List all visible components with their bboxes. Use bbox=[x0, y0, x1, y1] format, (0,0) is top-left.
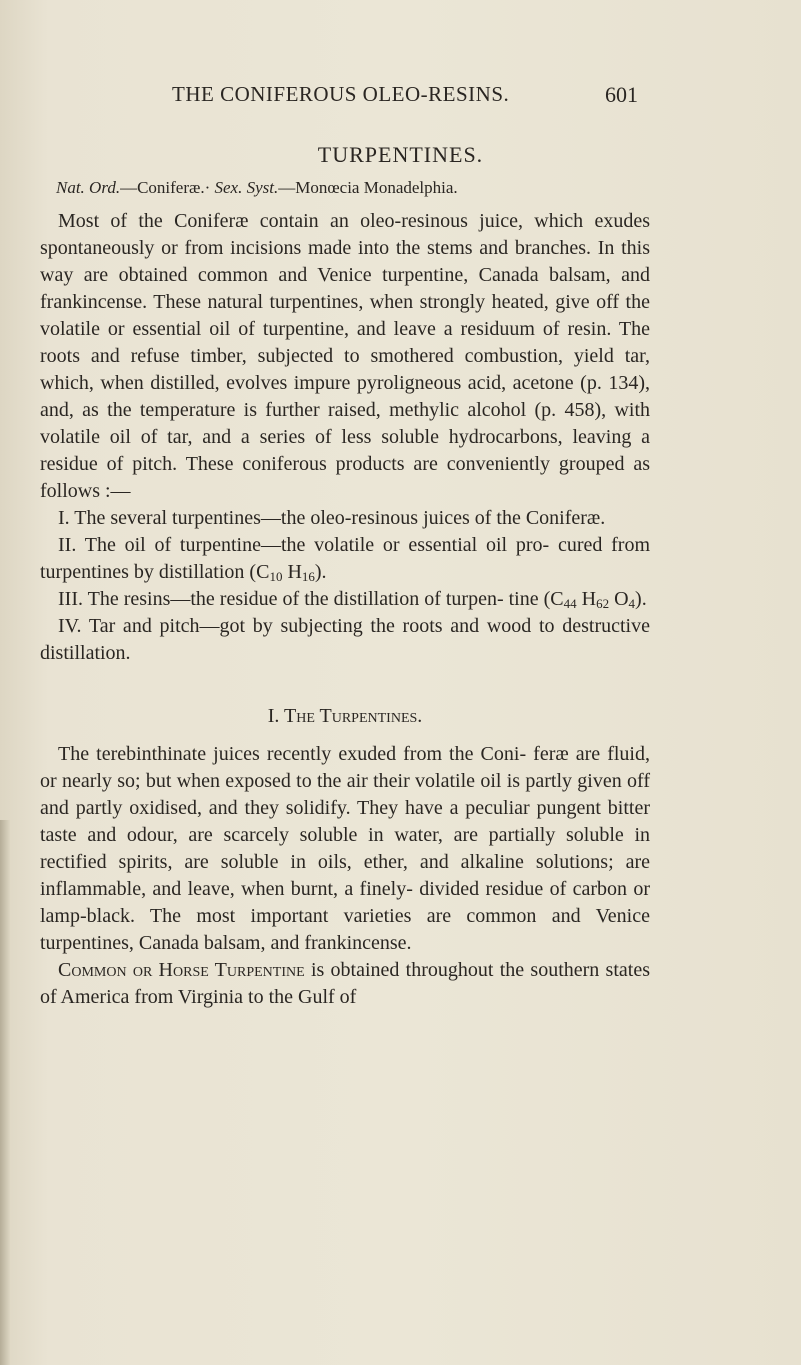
page-header bbox=[0, 82, 801, 112]
list-item-1: I. The several turpentines—the oleo-resinous juices of the Coniferæ. bbox=[58, 507, 606, 529]
nat-ord-value: —Coniferæ.· bbox=[120, 178, 211, 197]
page-number: 601 bbox=[605, 82, 638, 107]
running-title: THE CONIFEROUS OLEO-RESINS. bbox=[172, 82, 510, 106]
list-item-2: II. The oil of turpentine—the volatile or essential oil pro- cured from turpentines by distillation ($C_{10}$ $H_{16}$). bbox=[40, 534, 650, 584]
nat-ord-label: Nat. Ord. bbox=[56, 178, 121, 197]
section-title: TURPENTINES. bbox=[317, 142, 484, 167]
botanical-classification bbox=[56, 178, 458, 198]
term-lead: Common or Horse Turpentine bbox=[58, 959, 305, 981]
sex-syst-label: Sex. Syst. bbox=[214, 178, 279, 197]
description-paragraph: The terebinthinate juices recently exuded from the Coni- feræ are fluid, or nearly so; but when exposed to the air their volatile oil is partly given off and partly oxidised, and they solidify. They have a peculiar pungent bitter taste and odour, are scarcely soluble in water, are partially soluble in rectified spirits, are soluble in oils, ether, and alkaline solutions; are inflammable, and leave, when burnt, a finely- divided residue of carbon or lamp-black. The most important varieties are common and Venice turpentines, Canada balsam, and frankincense. bbox=[40, 743, 650, 954]
sex-syst-value: —Monœcia Monadelphia. bbox=[278, 178, 458, 197]
intro-paragraph: Most of the Coniferæ contain an oleo-resinous juice, which exudes spontaneously or from incisions made into the stems and branches. In this way are obtained common and Venice turpentine, Canada balsam, and frankincense. These natural turpentines, when strongly heated, give off the volatile or essential oil of turpentine, and leave a residuum of resin. The roots and refuse timber, subjected to smothered combustion, yield tar, which, when distilled, evolves impure pyroligneous acid, acetone (p. 134), and, as the temperature is further raised, methylic alcohol (p. 458), with volatile oil of tar, and a series of less soluble hydrocarbons, leaving a residue of pitch. These coniferous products are conveniently grouped as follows :— bbox=[40, 210, 650, 502]
subheading: I. The Turpentines. bbox=[267, 705, 423, 727]
list-item-4: IV. Tar and pitch—got by subjecting the roots and wood to destructive distillation. bbox=[40, 615, 650, 664]
common-turpentine-paragraph: Common or Horse Turpentine is obtained throughout the southern states of America from Virginia to the Gulf of bbox=[40, 959, 650, 1008]
body-text bbox=[40, 208, 650, 1011]
list-item-3: III. The resins—the residue of the distillation of turpen- tine ($C_{44}$ $H_{62}$ $O_4$). bbox=[58, 588, 647, 611]
page-edge-shadow bbox=[0, 820, 10, 1365]
